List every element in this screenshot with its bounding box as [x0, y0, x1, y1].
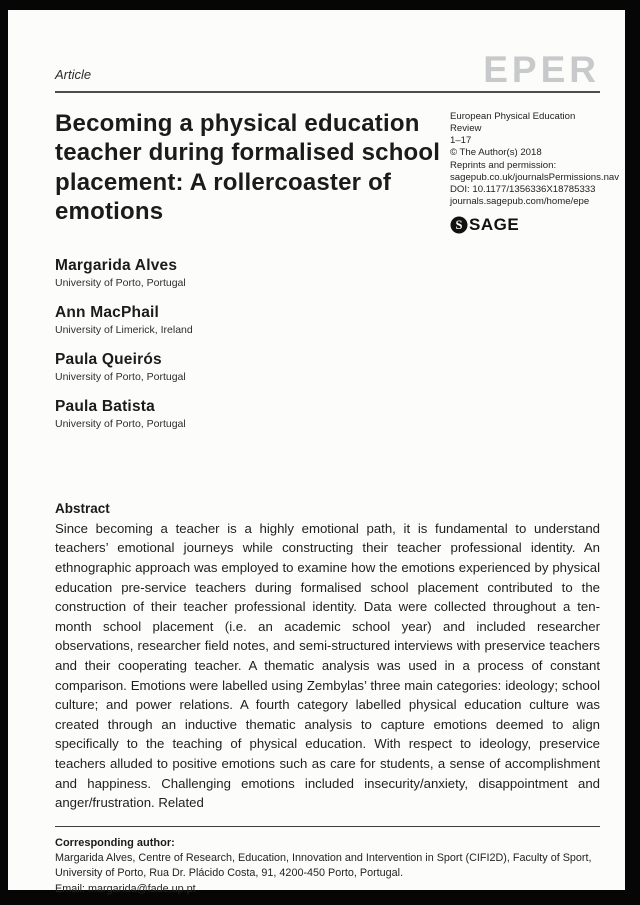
paper-title: Becoming a physical education teacher during formalised school placement: A rollercoaster of emotions — [55, 109, 441, 226]
author-affiliation: University of Porto, Portugal — [55, 370, 186, 383]
author-entry — [55, 351, 443, 383]
sage-wordmark: SAGE — [469, 215, 520, 235]
article-type-label: Article — [55, 66, 92, 82]
author-entry — [55, 257, 443, 289]
journal-doi: DOI: 10.1177/1356336X18785333 — [450, 183, 596, 195]
author-affiliation: University of Porto, Portugal — [55, 276, 186, 289]
sage-disc-icon — [450, 216, 468, 234]
author-affiliation: University of Limerick, Ireland — [55, 323, 193, 336]
corresponding-author-heading: Corresponding author: — [55, 836, 175, 849]
abstract-text: Since becoming a teacher is a highly emotional path, it is fundamental to understand teachers’ emotional journeys while constructing their teacher professional identity. An ethnographic approach was employed to examine how the emotions experienced by physical education pre-service teachers during formalised school placement contributed to the construction of their teacher professional identity. Data were collected throughout a ten-month school placement (i.e. an academic school year) and included researcher observations, researcher field notes, and semi-structured interviews with preservice teachers and their cooperating teacher. A thematic analysis was used in a process of constant comparison. Emotions were labelled using Zembylas’ three main categories: ideology; school culture; and power relations. A fourth category labelled physical education culture was created through an inductive thematic analysis to capture emotions deemed to align specifically to the teaching of physical education. With respect to ideology, preservice teachers alluded to positive emotions such as care for students, a sense of accomplishment and happiness. Challenging emotions included insecurity/anxiety, disappointment and anger/frustration. Related — [55, 520, 600, 811]
paper-page — [8, 10, 625, 895]
corresponding-author-section — [55, 826, 600, 898]
header-divider — [55, 91, 600, 93]
abstract-section — [55, 501, 600, 813]
journal-homepage-url: journals.sagepub.com/home/epe — [450, 196, 590, 208]
journal-copyright: © The Author(s) 2018 — [450, 147, 542, 159]
author-name: Paula Batista — [55, 397, 155, 415]
eper-journal-logo: EPER — [483, 49, 600, 90]
journal-name: European Physical Education Review — [450, 110, 576, 134]
journal-reprints-url: sagepub.co.uk/journalsPermissions.nav — [450, 171, 620, 183]
author-entry — [55, 398, 443, 430]
author-name: Paula Queirós — [55, 350, 162, 368]
corresponding-author-email: Email: margarida@fade.up.pt — [55, 882, 196, 895]
page-header — [55, 49, 600, 90]
journal-reprints-label: Reprints and permission: — [450, 159, 557, 171]
author-affiliation: University of Porto, Portugal — [55, 417, 186, 430]
sage-publisher-logo — [450, 215, 600, 235]
author-entry — [55, 304, 443, 336]
footer-divider — [55, 826, 600, 827]
author-list — [55, 257, 443, 430]
svg-text:S: S — [455, 218, 463, 233]
abstract-heading: Abstract — [55, 500, 110, 516]
author-name: Ann MacPhail — [55, 303, 160, 321]
corresponding-author-address: Margarida Alves, Centre of Research, Education, Innovation and Intervention in Sport (CIFI2D), Faculty of Sport, University of Porto, Rua Dr. Plácido Costa, 91, 4200-450 Porto, Portugal. — [55, 851, 592, 880]
journal-info-block — [450, 109, 620, 445]
author-name: Margarida Alves — [55, 256, 178, 274]
journal-pages: 1–17 — [450, 135, 472, 147]
